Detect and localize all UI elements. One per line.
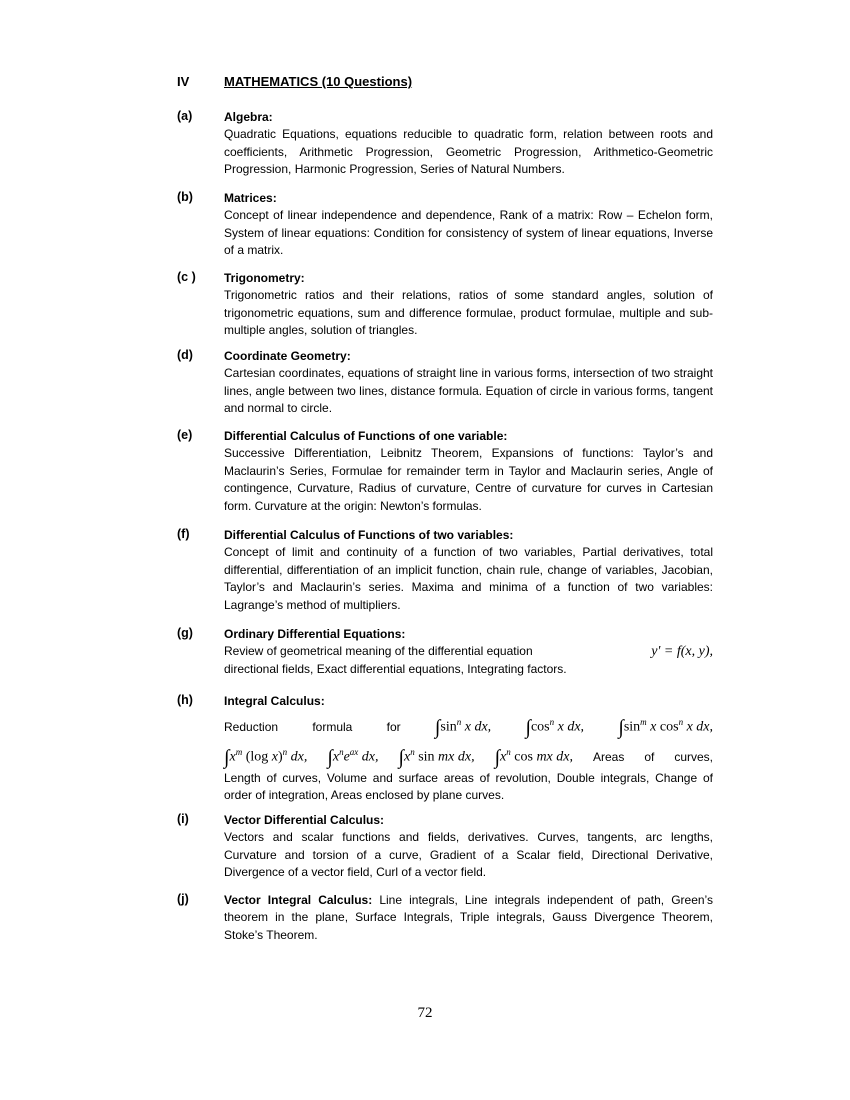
item-title: Trigonometry:	[224, 271, 305, 285]
item-text: Trigonometric ratios and their relations, ratios of some standard angles, solution of trigonometric equations, sum and difference formulae, product formulae, multiple and sub-multiple angles, solution of triangles.	[224, 288, 713, 338]
item-title: Differential Calculus of Functions of one variable:	[224, 429, 508, 443]
item-label: (g)	[177, 626, 193, 640]
item-title: Differential Calculus of Functions of two variables:	[224, 528, 514, 542]
integral-expression: $\int x^n$ cos mx dx,	[494, 746, 573, 769]
reduction-formula-line-2: $\int x^m$ (log x)$^n$ dx, $\int x^ne^{ax}$ dx, $\int x^n$ sin mx dx, $\int x^n$ cos mx dx, Areas of curves,	[224, 740, 713, 770]
integral-expression: $\int x^n$ sin mx dx,	[398, 746, 475, 769]
syllabus-item-integral-calculus	[177, 693, 713, 805]
integral-expression: $\int\sin^n$ x dx,	[434, 717, 492, 740]
item-label: (d)	[177, 348, 193, 362]
item-text: Successive Differentiation, Leibnitz Theorem, Expansions of functions: Taylor’s and Maclaurin’s Series, Formulae for remainder term in Taylor and Maclaurin series, Angle of contingence, Curvature, Radius of curvature, Centre of curvature for curves in Cartesian form. Curvature at the origin: Newton’s formulas.	[224, 446, 713, 513]
item-title: Integral Calculus:	[224, 694, 325, 708]
syllabus-item-differential-calculus-two-variables	[177, 527, 713, 614]
syllabus-item-vector-differential-calculus	[177, 812, 713, 882]
section-title: MATHEMATICS (10 Questions)	[224, 74, 413, 89]
syllabus-item-trigonometry	[177, 270, 713, 340]
reduction-formula-line-1: Reduction formula for $\int\sin^n$ x dx, $\int\cos^n$ x dx, $\int\sin^m$ x $\cos^n x$ dx,	[224, 710, 713, 740]
item-text: Concept of linear independence and dependence, Rank of a matrix: Row – Echelon form, System of linear equations: Condition for consistency of system of linear equations, Inverse of a matrix.	[224, 208, 713, 258]
item-title: Ordinary Differential Equations:	[224, 627, 406, 641]
syllabus-item-ordinary-differential-equations	[177, 626, 713, 678]
item-title: Algebra:	[224, 110, 273, 124]
item-title: Vector Differential Calculus:	[224, 813, 385, 827]
item-text-continued: directional fields, Exact differential equations, Integrating factors.	[224, 661, 567, 676]
section-heading	[177, 74, 713, 92]
item-text: Quadratic Equations, equations reducible to quadratic form, relation between roots and coefficients, Arithmetic Progression, Geometric Progression, Arithmetico-Geometric Progression, Harmonic Progression, Series of Natural Numbers.	[224, 127, 713, 177]
item-title: Vector Integral Calculus:	[224, 893, 373, 907]
item-label: (j)	[177, 892, 189, 906]
differential-equation: y' = f(x, y),	[651, 644, 713, 660]
item-label: (h)	[177, 693, 193, 707]
item-label: (b)	[177, 190, 193, 204]
item-text: Review of geometrical meaning of the differential equation	[224, 644, 533, 659]
section-number: IV	[177, 74, 190, 89]
item-title: Coordinate Geometry:	[224, 349, 351, 363]
item-text-continued: Length of curves, Volume and surface areas of revolution, Double integrals, Change of order of integration, Areas enclosed by plane curves.	[224, 770, 713, 803]
syllabus-item-coordinate-geometry	[177, 348, 713, 418]
integral-expression: $\int\sin^m$ x $\cos^n x$ dx,	[618, 717, 713, 740]
syllabus-item-differential-calculus-one-variable	[177, 428, 713, 515]
item-label: (f)	[177, 527, 190, 541]
syllabus-item-algebra	[177, 109, 713, 179]
item-label: (e)	[177, 428, 193, 442]
syllabus-item-vector-integral-calculus	[177, 892, 713, 944]
item-text: Line integrals, Line integrals independent of path, Green’s theorem in the plane, Surface Integrals, Triple integrals, Gauss Divergence Theorem, Stoke’s Theorem.	[224, 893, 713, 942]
item-text: Vectors and scalar functions and fields, derivatives. Curves, tangents, arc lengths, Curvature and torsion of a curve, Gradient of a Scalar field, Directional Derivative, Divergence of a vector field, Curl of a vector field.	[224, 830, 713, 880]
item-text: Cartesian coordinates, equations of straight line in various forms, intersection of two straight lines, angle between two lines, distance formula. Equation of circle in various forms, tangent and normal to circle.	[224, 366, 713, 416]
item-title: Matrices:	[224, 191, 277, 205]
item-label: (i)	[177, 812, 189, 826]
item-text: Concept of limit and continuity of a function of two variables, Partial derivatives, total differential, differentiation of an implicit function, chain rule, change of variables, Jacobian, Taylor’s and Maclaurin’s series. Maxima and minima of a function of two variables: Lagrange’s method of multipliers.	[224, 545, 713, 612]
syllabus-item-matrices	[177, 190, 713, 260]
integral-expression: $\int\cos^n$ x dx,	[525, 717, 585, 740]
integral-expression: $\int x^m$ (log x)$^n$ dx,	[224, 746, 308, 769]
page-number: 72	[417, 1005, 433, 1021]
item-label: (a)	[177, 109, 193, 123]
integral-expression: $\int x^ne^{ax}$ dx,	[327, 746, 379, 769]
item-label: (c )	[177, 270, 196, 284]
